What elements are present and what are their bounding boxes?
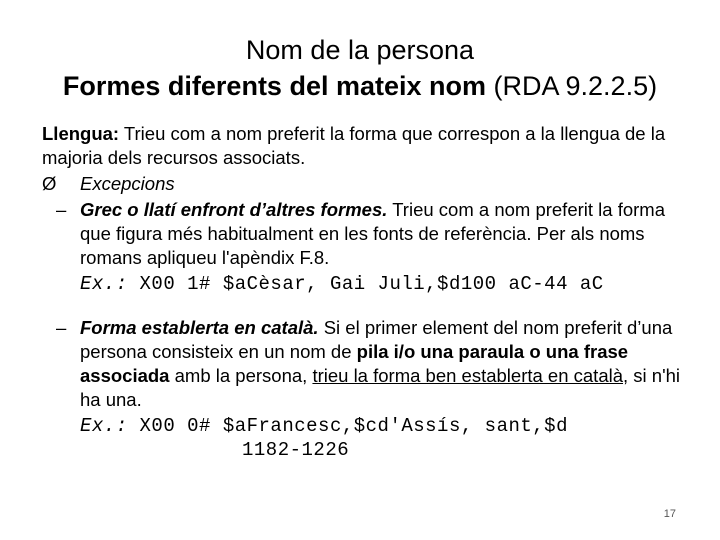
item2-text-1: Si el primer element del nom preferit d’una persona consisteix en un nom de (80, 317, 673, 362)
exceptions-bullet (42, 172, 682, 196)
item2-example-label: Ex.: (80, 415, 128, 437)
item2-underlined-phrase: trieu la forma ben establerta en català (312, 365, 624, 386)
item2-text-2: amb la persona, (169, 365, 313, 386)
item1-text: Trieu com a nom preferit la forma que figura més habitualment en les fonts de referència. Per als noms romans apliqueu l'apèndix F.8. (80, 199, 665, 268)
title-line-2 (0, 68, 720, 104)
slide-body (42, 122, 682, 462)
arrow-bullet-icon: Ø (42, 173, 57, 194)
intro-label: Llengua: (42, 123, 120, 144)
title-line-2-rule-ref: (RDA 9.2.2.5) (486, 71, 658, 101)
item1-example-code: X00 1# $aCèsar, Gai Juli,$d100 aC-44 aC (127, 273, 604, 295)
intro-text: Trieu com a nom preferit la forma que correspon a la llengua de la majoria dels recursos associats. (42, 123, 666, 168)
item2-text-3: , si n'hi ha una. (80, 365, 681, 410)
dash-bullet-icon: – (56, 317, 67, 338)
exception-item-greek-latin (42, 198, 682, 296)
exception-item-catalan-form (42, 316, 682, 462)
item2-example-code: X00 0# $aFrancesc,$cd'Assís, sant,$d (127, 415, 568, 437)
item1-example-label: Ex.: (80, 273, 128, 295)
item2-bold-phrase: pila i/o una paraula o una frase associada (80, 341, 629, 386)
exceptions-heading: Excepcions (80, 173, 175, 194)
slide-title (0, 32, 720, 104)
dash-bullet-icon: – (56, 199, 67, 220)
intro-paragraph (42, 122, 682, 170)
title-line-2-bold: Formes diferents del mateix nom (62, 71, 487, 101)
item1-example (80, 272, 682, 296)
item2-heading: Forma establerta en català. (80, 317, 319, 338)
item2-example-code-continued: 1182-1226 (242, 439, 350, 461)
item1-heading: Grec o llatí enfront d’altres formes. (80, 199, 388, 220)
item2-example (80, 414, 682, 462)
page-number: 17 (663, 508, 676, 520)
title-line-1: Nom de la persona (245, 35, 475, 65)
